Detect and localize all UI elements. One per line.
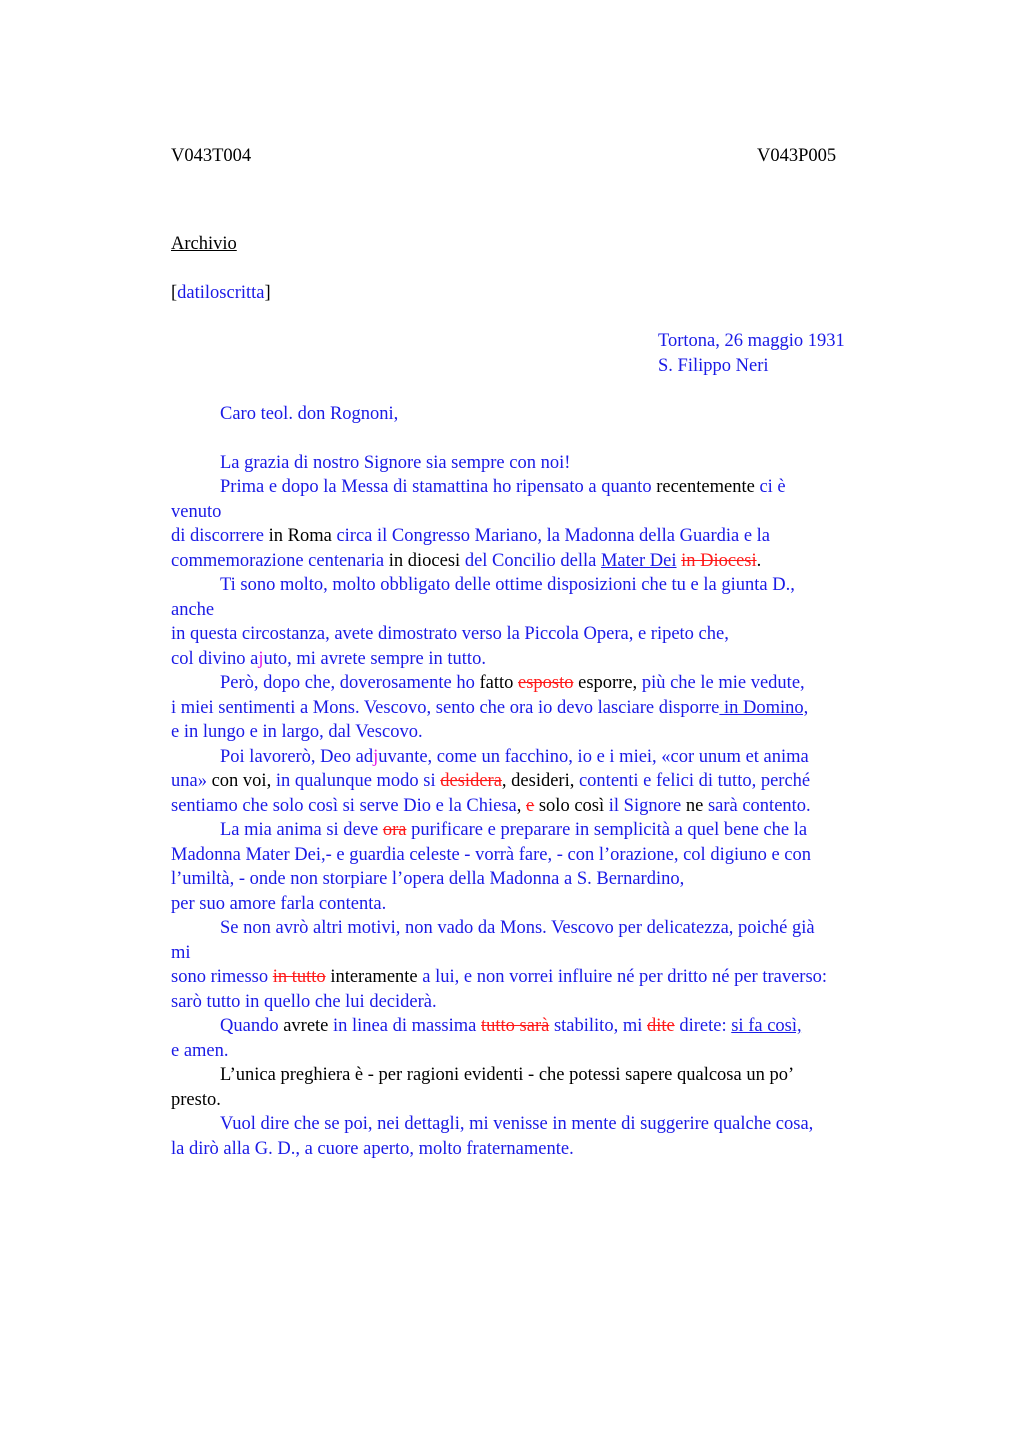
text-run: in questa circostanza, avete dimostrato verso la Piccola Opera, e ripeto che, bbox=[171, 624, 729, 644]
text-run: uto, mi avrete sempre in tutto. bbox=[263, 648, 486, 669]
bracket-close: ] bbox=[264, 282, 271, 303]
text-run: col divino a bbox=[171, 648, 259, 669]
text-run: in linea di massima bbox=[333, 1016, 481, 1036]
text-run: circa il Congresso Mariano, la Madonna della Guardia e la bbox=[336, 526, 771, 546]
text-run-insertion: solo così bbox=[534, 795, 609, 816]
saint-day: S. Filippo Neri bbox=[658, 355, 769, 376]
text-run: l’umiltà, - onde non storpiare l’opera della Madonna a S. Bernardino, bbox=[171, 869, 685, 889]
text-run: Madonna Mater Dei,- e guardia celeste - vorrà fare, - con l’orazione, col digiuno e con bbox=[171, 844, 812, 865]
deleted-text: desidera bbox=[440, 771, 502, 791]
text-run: del Concilio della bbox=[464, 550, 601, 571]
text-run: di discorrere bbox=[171, 526, 264, 546]
document-type bbox=[171, 281, 911, 306]
text-run: e amen. bbox=[171, 1040, 229, 1061]
underlined-text: Mater Dei bbox=[600, 550, 677, 571]
salutation: Caro teol. don Rognoni, bbox=[220, 404, 399, 424]
archive-label: Archivio bbox=[171, 234, 237, 254]
corrected-letter: j bbox=[258, 648, 264, 669]
letter-line bbox=[171, 598, 911, 623]
letter-line bbox=[171, 524, 911, 549]
letter-page bbox=[171, 144, 911, 1161]
deleted-text: tutto sarà bbox=[481, 1016, 550, 1036]
text-run: a lui, e non vorrei influire né per dritto né per traverso: bbox=[422, 967, 828, 987]
underlined-text: si fa così, bbox=[731, 1016, 802, 1036]
letter-body bbox=[171, 451, 911, 1162]
text-run: anche bbox=[171, 599, 215, 620]
text-run: il Signore bbox=[608, 795, 682, 816]
text-run: Se non avrò altri motivi, non vado da Mons. Vescovo per delicatezza, poiché già bbox=[220, 918, 815, 938]
letter-line bbox=[171, 916, 911, 941]
text-run-insertion: ne bbox=[681, 795, 708, 816]
text-run: mi bbox=[171, 942, 191, 963]
deleted-text: dite bbox=[646, 1016, 675, 1036]
text-run: Prima e dopo la Messa di stamattina ho ripensato a quanto bbox=[220, 477, 657, 497]
letter-line bbox=[171, 769, 911, 794]
text-run: sarà contento. bbox=[707, 795, 811, 816]
letter-line bbox=[171, 647, 911, 672]
text-run: La grazia di nostro Signore sia sempre con noi! bbox=[220, 452, 571, 473]
text-run: sarò tutto in quello che lui deciderà. bbox=[171, 991, 437, 1012]
letter-line bbox=[171, 941, 911, 966]
text-run: Vuol dire che se poi, nei dettagli, mi venisse in mente di suggerire qualche cosa, bbox=[220, 1114, 814, 1134]
deleted-text: esposto bbox=[517, 673, 574, 693]
text-run-insertion: L’unica preghiera è - per ragioni evidenti - che potessi sapere qualcosa un po’ bbox=[220, 1065, 795, 1085]
text-run: la dirò alla G. D., a cuore aperto, molto fraternamente. bbox=[171, 1138, 574, 1159]
deleted-text: ora bbox=[382, 820, 407, 840]
letter-line bbox=[171, 1112, 911, 1137]
document-code-left: V043T004 bbox=[171, 146, 252, 166]
text-run: in qualunque modo si bbox=[275, 771, 441, 791]
letter-line bbox=[171, 965, 911, 990]
text-run: sono rimesso bbox=[171, 967, 273, 987]
deleted-text: in Diocesi bbox=[681, 550, 757, 571]
text-run-insertion: interamente bbox=[325, 967, 423, 987]
text-run: venuto bbox=[171, 501, 222, 522]
text-run: Ti sono molto, molto obbligato delle ottime disposizioni che tu e la giunta D., bbox=[220, 575, 795, 595]
corrected-letter: j bbox=[373, 746, 379, 767]
text-run: Poi lavorerò, Deo ad bbox=[220, 746, 374, 767]
text-run: una» bbox=[171, 771, 207, 791]
letter-line bbox=[171, 990, 911, 1015]
letter-line bbox=[171, 475, 911, 500]
text-run-insertion: con voi, bbox=[206, 771, 276, 791]
text-run: sentiamo che solo così si serve Dio e la Chiesa bbox=[171, 795, 517, 816]
dateline bbox=[658, 329, 911, 378]
letter-line bbox=[171, 720, 911, 745]
text-run: più che le mie vedute, bbox=[641, 673, 805, 693]
underlined-text: in Domino, bbox=[719, 697, 809, 718]
letter-line bbox=[171, 1137, 911, 1162]
letter-line bbox=[171, 745, 911, 770]
text-run-insertion: presto. bbox=[171, 1089, 221, 1110]
document-code-right: V043P005 bbox=[757, 146, 837, 166]
letter-line bbox=[171, 549, 911, 574]
text-run: ci è bbox=[754, 477, 786, 497]
letter-line bbox=[171, 671, 911, 696]
document-codes bbox=[171, 144, 911, 169]
text-run: per suo amore farla contenta. bbox=[171, 893, 387, 914]
bracket-open: [ bbox=[171, 282, 178, 303]
text-run-insertion: . bbox=[756, 550, 762, 571]
letter-line bbox=[171, 622, 911, 647]
text-run: i miei sentimenti a Mons. Vescovo, sento che ora io devo lasciare disporre bbox=[171, 697, 720, 718]
text-run: stabilito, mi bbox=[549, 1016, 647, 1036]
letter-line bbox=[171, 892, 911, 917]
letter-line bbox=[171, 843, 911, 868]
letter-line bbox=[171, 818, 911, 843]
text-run: purificare e preparare in semplicità a quel bene che la bbox=[406, 820, 808, 840]
letter-line bbox=[171, 794, 911, 819]
letter-line bbox=[171, 1039, 911, 1064]
text-run: Però, dopo che, doverosamente ho bbox=[220, 673, 475, 693]
place-date: Tortona, 26 maggio 1931 bbox=[658, 331, 845, 351]
text-run-insertion: , bbox=[516, 795, 527, 816]
letter-line bbox=[171, 573, 911, 598]
text-run: direte: bbox=[674, 1016, 732, 1036]
letter-line bbox=[171, 867, 911, 892]
letter-line bbox=[171, 1014, 911, 1039]
text-run-insertion: avrete bbox=[278, 1016, 334, 1036]
deleted-text: e bbox=[526, 795, 535, 816]
text-run: commemorazione centenaria bbox=[171, 550, 385, 571]
letter-line bbox=[171, 1088, 911, 1113]
letter-line bbox=[171, 1063, 911, 1088]
text-run-insertion: , desideri, bbox=[501, 771, 579, 791]
letter-line bbox=[171, 500, 911, 525]
text-run: e in lungo e in largo, dal Vescovo. bbox=[171, 722, 423, 742]
text-run-insertion: recentemente bbox=[656, 477, 755, 497]
text-run-insertion: in Roma bbox=[263, 526, 337, 546]
text-run-insertion: fatto bbox=[474, 673, 518, 693]
deleted-text: in tutto bbox=[272, 967, 326, 987]
letter-line bbox=[171, 696, 911, 721]
document-type-text: datiloscritta bbox=[177, 282, 265, 303]
letter-line bbox=[171, 451, 911, 476]
text-run: La mia anima si deve bbox=[220, 820, 383, 840]
text-run: contenti e felici di tutto, perché bbox=[578, 771, 811, 791]
text-run: Quando bbox=[220, 1016, 279, 1036]
text-run: uvante, come un facchino, io e i miei, «cor unum et anima bbox=[378, 746, 809, 767]
text-run-insertion: in diocesi bbox=[384, 550, 465, 571]
text-run-insertion: esporre, bbox=[573, 673, 642, 693]
